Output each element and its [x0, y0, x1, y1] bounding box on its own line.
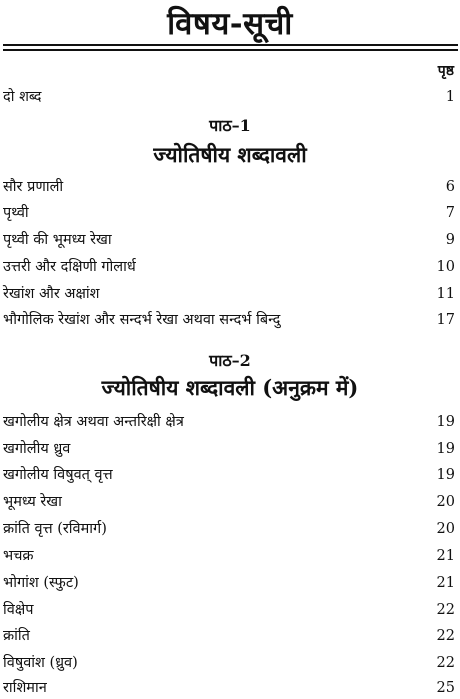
toc-entry-label: रेखांश और अक्षांश — [3, 286, 100, 302]
toc-entry-page: 7 — [445, 205, 455, 221]
toc-entry-label: पृथ्वी — [3, 205, 29, 221]
toc-entry-page: 20 — [436, 521, 455, 537]
toc-entry[interactable] — [3, 256, 455, 278]
toc-entry-label: खगोलीय क्षेत्र अथवा अन्तरिक्षी क्षेत्र — [3, 414, 184, 430]
toc-entry-label: क्रांति वृत्त (रविमार्ग) — [3, 521, 107, 537]
chapter-1-number: पाठ–1 — [209, 116, 251, 135]
toc-entry-page: 9 — [445, 232, 455, 248]
toc-entry[interactable] — [3, 229, 455, 251]
toc-entry[interactable] — [3, 438, 455, 460]
chapter-1-title: ज्योतिषीय शब्दावली — [153, 142, 307, 167]
toc-entry-label: भूमध्य रेखा — [3, 494, 62, 510]
toc-entry-label: खगोलीय ध्रुव — [3, 441, 71, 457]
toc-entry-page: 19 — [436, 414, 455, 430]
toc-entry[interactable] — [3, 411, 455, 433]
toc-entry[interactable] — [3, 464, 455, 486]
toc-entry-page: 25 — [436, 680, 455, 696]
toc-entry-label: क्रांति — [3, 628, 30, 644]
toc-entry-page: 22 — [436, 628, 455, 644]
toc-entry[interactable] — [3, 283, 455, 305]
chapter-2-title: ज्योतिषीय शब्दावली (अनुक्रम में) — [101, 375, 359, 400]
toc-entry-page: 17 — [436, 312, 455, 328]
toc-entry-page: 22 — [436, 655, 455, 671]
toc-entry-label: दो शब्द — [3, 89, 42, 105]
toc-entry-label: खगोलीय विषुवत् वृत्त — [3, 467, 113, 483]
page-title: विषय-सूची — [167, 6, 293, 42]
toc-entry-page: 21 — [436, 548, 455, 564]
toc-entry-page: 11 — [436, 286, 455, 302]
toc-entry[interactable] — [3, 545, 455, 567]
toc-entry[interactable] — [3, 202, 455, 224]
title-rule-bottom — [3, 49, 458, 51]
chapter-2-number: पाठ–2 — [209, 351, 251, 370]
toc-entry-label: सौर प्रणाली — [3, 179, 64, 195]
toc-entry[interactable] — [3, 652, 455, 674]
toc-entry-page: 19 — [436, 467, 455, 483]
toc-entry[interactable] — [3, 572, 455, 594]
toc-entry-page: 19 — [436, 441, 455, 457]
toc-entry-label: उत्तरी और दक्षिणी गोलार्ध — [3, 259, 136, 275]
toc-entry[interactable] — [3, 176, 455, 198]
toc-entry-label: विषुवांश (ध्रुव) — [3, 655, 78, 671]
toc-entry[interactable] — [3, 599, 455, 621]
toc-entry[interactable] — [3, 491, 455, 513]
toc-entry-page: 10 — [436, 259, 455, 275]
toc-entry-label: विक्षेप — [3, 602, 34, 618]
toc-entry-label: भौगोलिक रेखांश और सन्दर्भ रेखा अथवा सन्दर्भ बिन्दु — [3, 312, 281, 328]
title-rule-top — [3, 44, 458, 46]
toc-entry[interactable] — [3, 677, 455, 699]
toc-entry-label: पृथ्वी की भूमध्य रेखा — [3, 232, 112, 248]
toc-entry-page: 21 — [436, 575, 455, 591]
toc-entry-page: 6 — [445, 179, 455, 195]
toc-entry[interactable] — [3, 518, 455, 540]
toc-entry-page: 22 — [436, 602, 455, 618]
toc-entry-label: भचक्र — [3, 548, 34, 564]
toc-entry-preface[interactable] — [3, 86, 455, 108]
toc-entry-label: राशिमान — [3, 680, 47, 696]
page-column-header: पृष्ठ — [437, 63, 454, 79]
toc-entry-page: 1 — [445, 89, 455, 105]
toc-entry-page: 20 — [436, 494, 455, 510]
toc-entry[interactable] — [3, 625, 455, 647]
toc-entry-label: भोगांश (स्फुट) — [3, 575, 79, 591]
toc-entry[interactable] — [3, 309, 455, 331]
